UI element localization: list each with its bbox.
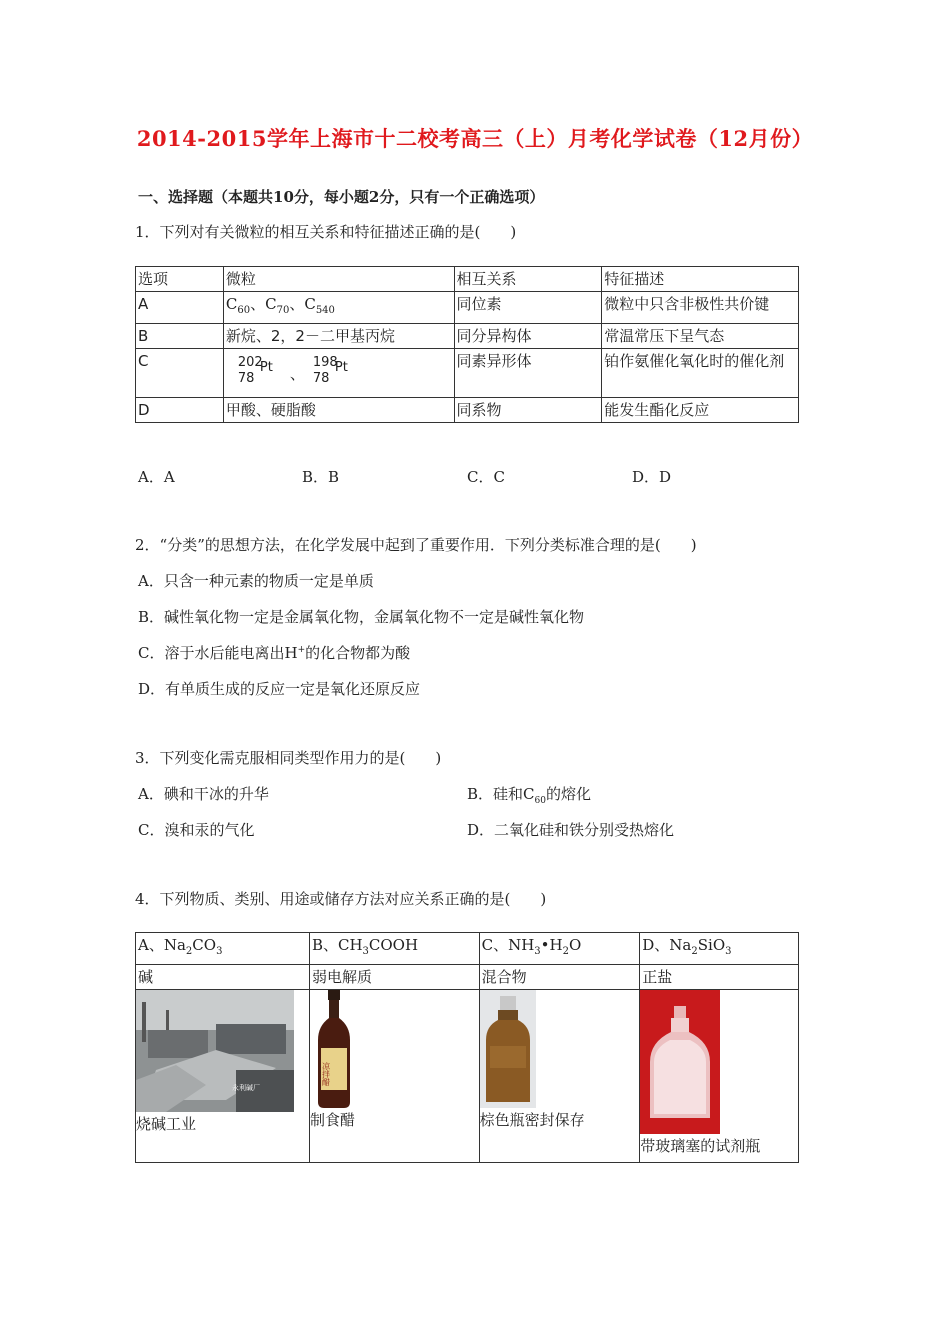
option-cell: B (136, 324, 224, 349)
header-cell: 特征描述 (602, 267, 799, 292)
substance-a (136, 933, 310, 965)
mass-number: 198 (312, 355, 338, 370)
subscript: 60 (237, 305, 251, 316)
subscript: 3 (534, 946, 541, 957)
question-4-table (135, 932, 799, 1163)
separator: 、 (289, 295, 305, 313)
use-text: 制食醋 (309, 1111, 355, 1129)
category-cell: 碱 (136, 965, 310, 990)
use-cell (479, 990, 640, 1163)
use-cell (640, 990, 799, 1163)
formula-part: SiO (697, 936, 726, 954)
page-title: 2014-2015学年上海市十二校考高三（上）月考化学试卷（12月份） (136, 126, 814, 151)
use-cell (136, 990, 310, 1163)
feature-cell: 微粒中只含非极性共价键 (602, 292, 799, 324)
atomic-number: 78 (312, 371, 330, 386)
header-cell: 相互关系 (454, 267, 602, 292)
header-cell: 选项 (136, 267, 224, 292)
option-b[interactable]: B．碱性氧化物一定是金属氧化物，金属氧化物不一定是碱性氧化物 (138, 608, 585, 626)
category-cell: 正盐 (640, 965, 799, 990)
option-text: 的熔化 (545, 785, 591, 803)
option-c[interactable]: C．C (467, 468, 505, 486)
table-header-row (136, 267, 799, 292)
particle-cell (223, 292, 454, 324)
option-cell: A (136, 292, 224, 324)
formula-part: O (568, 936, 582, 954)
carbon-symbol: C (225, 295, 238, 313)
subscript: 60 (534, 796, 546, 806)
option-c[interactable]: C．溴和汞的气化 (138, 821, 255, 839)
table-header-row (136, 933, 799, 965)
option-text: B．硅和C (467, 785, 535, 803)
question-2-stem: 2．“分类”的思想方法，在化学发展中起到了重要作用．下列分类标准合理的是( ) (135, 536, 697, 554)
feature-cell: 常温常压下呈气态 (602, 324, 799, 349)
subscript: 3 (216, 946, 223, 957)
factory-photo (136, 990, 294, 1112)
subscript: 3 (362, 946, 369, 957)
table-row (136, 398, 799, 423)
table-row (136, 965, 799, 990)
use-text: 带玻璃塞的试剂瓶 (640, 1137, 761, 1155)
formula-part: CO (192, 936, 217, 954)
option-d[interactable]: D．二氧化硅和铁分别受热熔化 (467, 821, 675, 839)
relation-cell: 同素异形体 (454, 349, 602, 398)
bottle-label: 凉拌醋 (321, 1062, 331, 1086)
table-row (136, 990, 799, 1163)
formula-part: •H (540, 936, 563, 954)
option-cell: D (136, 398, 224, 423)
option-a[interactable]: A．A (138, 468, 175, 486)
subscript: 2 (691, 946, 698, 957)
subscript: 2 (562, 946, 569, 957)
option-b[interactable] (467, 783, 591, 806)
formula-part: COOH (368, 936, 419, 954)
element-symbol: Pt (334, 360, 348, 375)
feature-cell: 能发生酯化反应 (602, 398, 799, 423)
reagent-bottle-icon (640, 990, 720, 1134)
atomic-number: 78 (237, 371, 255, 386)
option-a[interactable]: A．碘和干冰的升华 (138, 785, 269, 803)
category-cell: 混合物 (479, 965, 640, 990)
header-cell: 微粒 (223, 267, 454, 292)
option-text: 的化合物都为酸 (305, 644, 411, 662)
particle-cell: 甲酸、硬脂酸 (223, 398, 454, 423)
question-1-table (135, 266, 799, 423)
question-3-stem: 3．下列变化需克服相同类型作用力的是( ) (135, 749, 442, 767)
brown-bottle-icon (480, 990, 536, 1108)
formula-part: C、NH (481, 936, 535, 954)
superscript: + (297, 645, 306, 655)
feature-cell: 铂作氨催化氧化时的催化剂 (602, 349, 799, 398)
relation-cell: 同位素 (454, 292, 602, 324)
option-text: C．溶于水后能电离出H (138, 644, 298, 662)
element-symbol: Pt (259, 360, 273, 375)
particle-cell (223, 349, 454, 398)
subscript: 70 (276, 305, 290, 316)
option-b[interactable]: B．B (302, 468, 340, 486)
relation-cell: 同系物 (454, 398, 602, 423)
section-heading: 一、选择题（本题共10分，每小题2分，只有一个正确选项） (138, 188, 545, 206)
formula-part: B、CH (311, 936, 363, 954)
separator: 、 (250, 295, 266, 313)
separator: 、 (289, 365, 305, 383)
formula-part: D、Na (642, 936, 692, 954)
option-d[interactable]: D．D (632, 468, 672, 486)
subscript: 3 (725, 946, 732, 957)
use-text: 棕色瓶密封保存 (479, 1111, 585, 1129)
nuclide-pt202 (237, 349, 288, 386)
nuclide-pt198 (312, 349, 363, 386)
carbon-symbol: C (265, 295, 277, 313)
table-row (136, 292, 799, 324)
question-4-stem: 4．下列物质、类别、用途或储存方法对应关系正确的是( ) (135, 890, 547, 908)
formula-part: A、Na (138, 936, 186, 954)
particle-cell: 新烷、2，2－二甲基丙烷 (223, 324, 454, 349)
substance-d (640, 933, 799, 965)
option-a[interactable]: A．只含一种元素的物质一定是单质 (138, 572, 374, 590)
question-1-stem: 1．下列对有关微粒的相互关系和特征描述正确的是( ) (135, 223, 517, 241)
mass-number: 202 (237, 355, 263, 370)
vinegar-bottle-icon (314, 990, 354, 1108)
option-cell: C (136, 349, 224, 398)
substance-b (309, 933, 479, 965)
substance-c (479, 933, 640, 965)
option-c[interactable] (138, 642, 410, 663)
option-d[interactable]: D．有单质生成的反应一定是氧化还原反应 (138, 680, 421, 698)
table-row (136, 349, 799, 398)
table-row (136, 324, 799, 349)
subscript: 2 (185, 946, 193, 957)
relation-cell: 同分异构体 (454, 324, 602, 349)
carbon-symbol: C (304, 295, 316, 313)
use-text: 烧碱工业 (136, 1115, 197, 1133)
photo-label: 永利碱厂 (232, 1084, 260, 1092)
use-cell (309, 990, 479, 1163)
category-cell: 弱电解质 (309, 965, 479, 990)
subscript: 540 (315, 305, 335, 316)
